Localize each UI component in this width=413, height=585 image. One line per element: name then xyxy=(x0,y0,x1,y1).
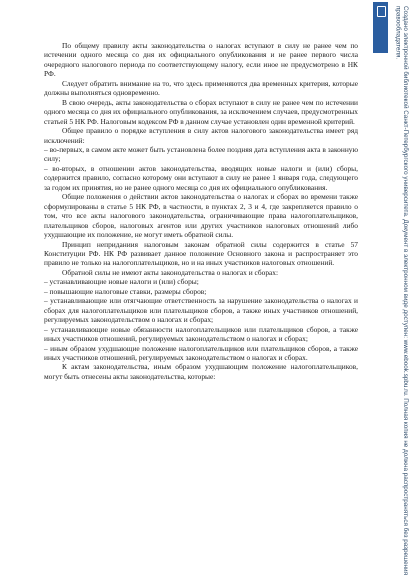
paragraph: К актам законодательства, иным образом ухудшающим положение налогоплательщиков, могут быть отнесены акты законодательства, которые: xyxy=(44,362,358,381)
paragraph: По общему правилу акты законодательства о налогах вступают в силу не ранее чем по истечении одного месяца со дня их официального опубликования и не ранее первого числа очередного налогового периода по соответствующему налогу, если иное не предусмотрено в НК РФ. xyxy=(44,41,358,79)
paragraph: Общие положения о действии актов законодательства о налогах и сборах во времени также сформулированы в статье 5 НК РФ, в частности, в пунктах 2, 3 и 4, где закрепляется правило о том, что все акты налогового законодательства, ограничивающие права налогоплательщиков, плательщиков сборов, налоговых агентов или других участников налоговых отношений либо ухудшающие их положение, не могут иметь обратной силы. xyxy=(44,192,358,240)
list-item: – повышающие налоговые ставки, размеры сборов; xyxy=(44,286,207,296)
paragraph: В свою очередь, акты законодательства о сборах вступают в силу не ранее чем по истечении одного месяца со дня их официального опубликования, за исключением случаев, предусмотренных статьей 5 НК РФ. Налоговым кодексом РФ в данном случае установлен один временной критерий. xyxy=(44,97,358,126)
list-item: – устанавливающие новые обязанности налогоплательщиков или плательщиков сборов, а также иных участников отношений, регулируемых законодательством о налогах и сборах; xyxy=(44,324,358,344)
paragraph: Общее правило о порядке вступления в силу актов налогового законодательства имеет ряд исключений: xyxy=(44,126,358,145)
document-body xyxy=(44,41,358,381)
book-icon xyxy=(373,2,388,53)
list-item: – во-вторых, в отношении актов законодательства, вводящих новые налоги и (или) сборы, содержится правило, согласно которому они вступают в силу не ранее 1 января года, следующего за годом их принятия, но не ранее одного месяца со дня их официального опубликования. xyxy=(44,163,358,192)
list-item: – устанавливающие новые налоги и (или) сборы; xyxy=(44,277,199,287)
paragraph: Следует обратить внимание на то, что здесь применяются два временных критерия, которые должны выполняться одновременно. xyxy=(44,78,358,98)
paragraph: Принцип неприданиия налоговым законам обратной силы содержится в статье 57 Конституции РФ. НК РФ развивает данное положение Основного закона и распространяет это правило не только на налогоплательщиков, но и на иных участников налоговых отношений. xyxy=(44,239,358,268)
watermark-text: Создано электронной библиотекой Санкт-Петербургского университета. Документ в электронном виде доступен: www.ebook.spbu.ru. Полная копия не должна распространяться без разрешения правообладателя. xyxy=(394,6,409,575)
paragraph: Обратной силы не имеют акты законодательства о налогах и сборах: xyxy=(62,267,279,277)
list-item: – во-первых, в самом акте может быть установлена более поздняя дата вступления акта в законную силу; xyxy=(44,144,358,164)
list-item: – иным образом ухудшающие положение налогоплательщиков или плательщиков сборов, а также иных участников отношений, регулируемых законодательством о налогах и сборах. xyxy=(44,343,358,362)
list-item: – устанавливающие или отягчающие ответственность за нарушение законодательства о налогах и сборах для налогоплательщиков или плательщиков сборов, а также иных участников отношений, регулируемых законодательством о налогах и сборах; xyxy=(44,296,358,325)
